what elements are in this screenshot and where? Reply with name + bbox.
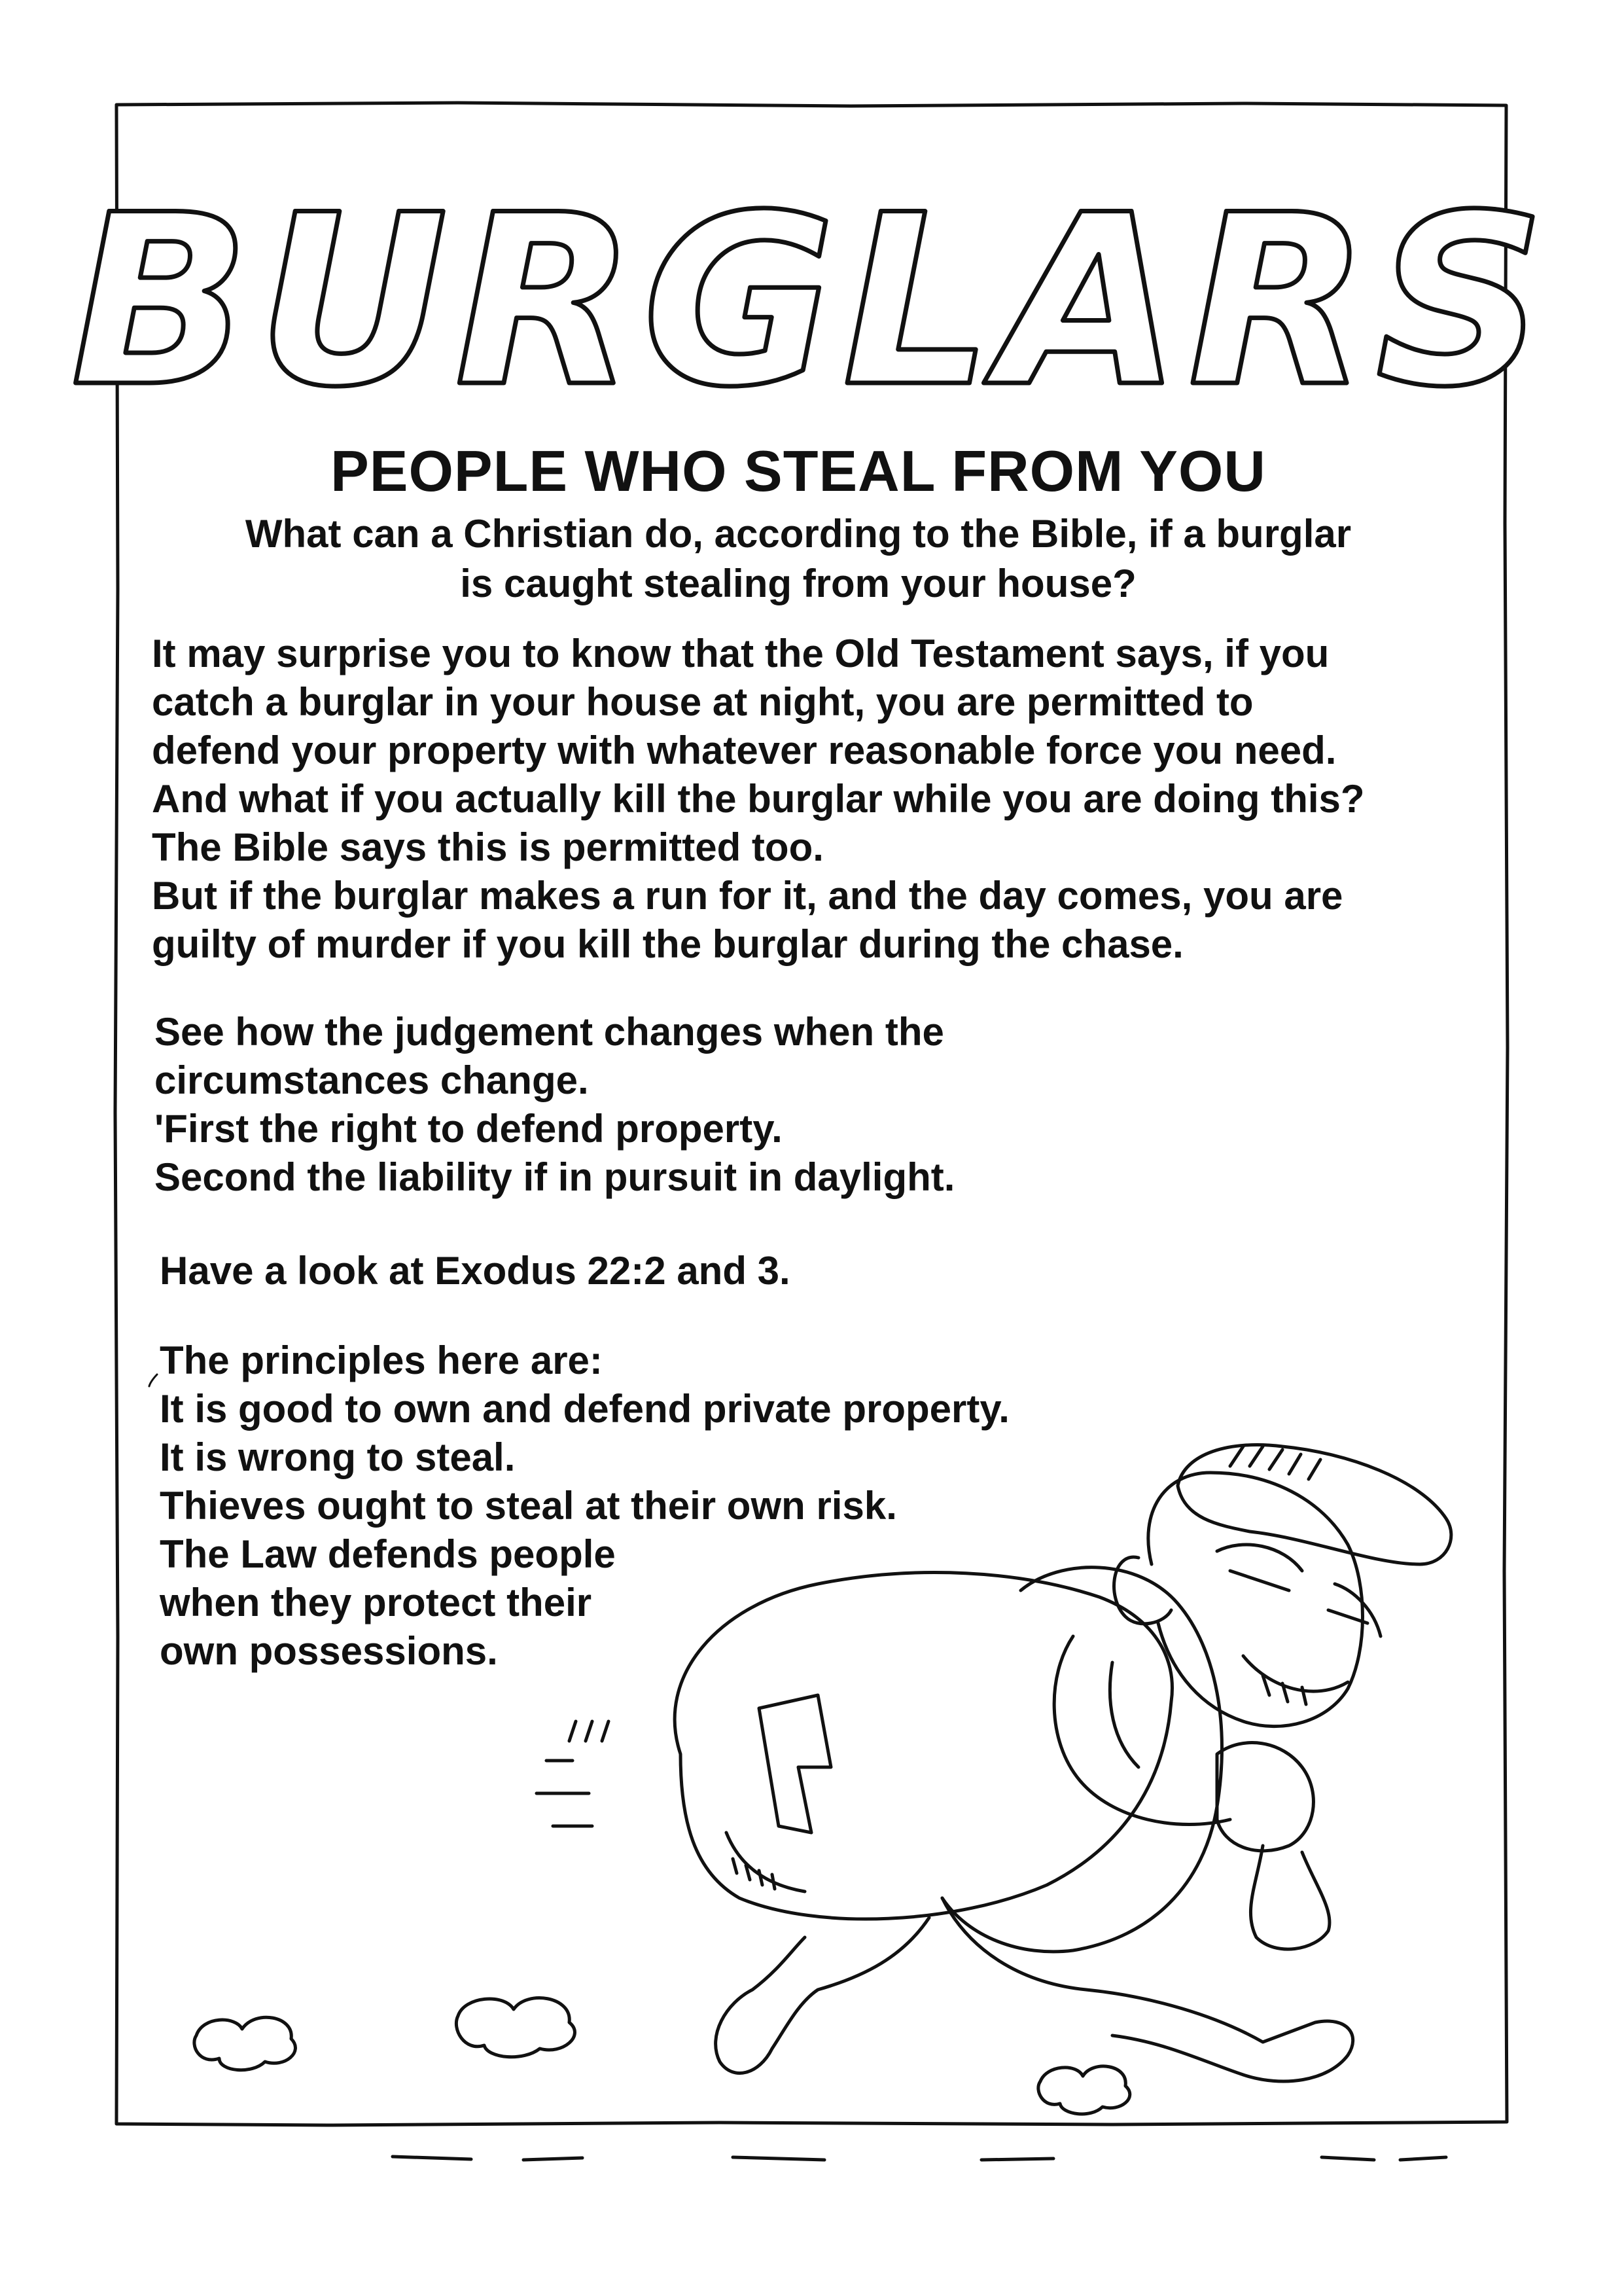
text-line: Thieves ought to steal at their own risk. [160,1484,897,1528]
text-line: 'First the right to defend property. [154,1107,783,1151]
text-line: defend your property with whatever reasonable force you need. [152,728,1337,772]
reference-line: Have a look at Exodus 22:2 and 3. [160,1249,790,1293]
text-line: The Law defends people [160,1532,616,1576]
scripture-reference [160,1247,790,1295]
question-line: What can a Christian do, according to the Bible, if a burglar [245,512,1352,556]
text-line: The Bible says this is permitted too. [152,825,824,869]
text-line: circumstances change. [154,1058,589,1102]
text-line: The principles here are: [160,1338,603,1382]
question [118,509,1479,609]
text-line: guilty of murder if you kill the burglar during the chase. [152,922,1184,966]
text-line: It may surprise you to know that the Old Testament says, if you [152,632,1330,675]
text-line: And what if you actually kill the burglar while you are doing this? [152,777,1365,821]
text-line: own possessions. [160,1629,498,1673]
text-line: It is good to own and defend private property. [160,1387,1010,1431]
text-line: Second the liability if in pursuit in daylight. [154,1155,955,1199]
subtitle: PEOPLE WHO STEAL FROM YOU [330,439,1266,503]
paragraph-judgement [154,1008,955,1202]
text-line: But if the burglar makes a run for it, and the day comes, you are [152,874,1343,918]
title-text: BURGLARS [71,164,1552,439]
text-line: when they protect their [160,1581,592,1624]
principles-list [160,1336,1010,1676]
paragraph-night-defence [152,630,1365,969]
text-line: See how the judgement changes when the [154,1010,944,1054]
text-line: It is wrong to steal. [160,1435,516,1479]
question-line: is caught stealing from your house? [460,562,1137,605]
title-lettering [71,160,1552,439]
text-line: catch a burglar in your house at night, you are permitted to [152,680,1254,724]
